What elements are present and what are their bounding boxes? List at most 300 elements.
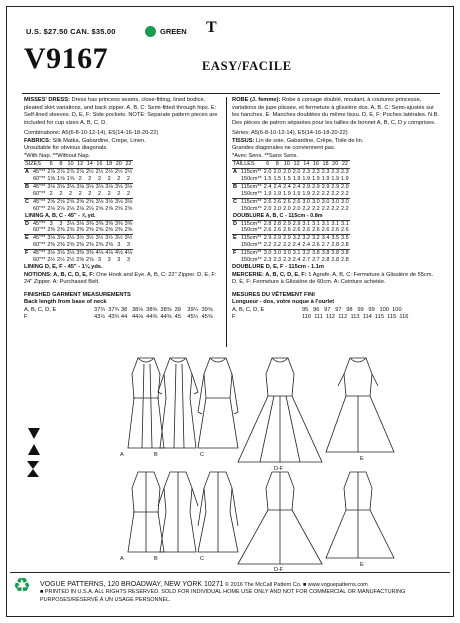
view-letter: C: [24, 198, 32, 205]
header-rule: [22, 93, 440, 94]
size-header: 8: [272, 161, 282, 169]
view-letter: D: [24, 220, 32, 227]
view-letter: [24, 242, 32, 249]
price: U.S. $27.50 CAN. $35.00: [26, 27, 116, 36]
yardage-cell: 3⅛: [47, 183, 56, 190]
view-letter: A: [24, 169, 32, 176]
yardage-cell: 1.9: [292, 190, 301, 197]
yardage-cell: 3.5: [341, 235, 349, 242]
fabric-width: 115cm**: [241, 183, 262, 190]
fabric-width: 115cm**: [241, 198, 262, 205]
yardage-cell: 2⅝: [57, 198, 65, 205]
yardage-cell: 1⅝: [66, 175, 75, 182]
yardage-table-fr: [232, 160, 350, 264]
yardage-cell: 2.4: [302, 242, 311, 249]
yardage-cell: 2.0: [283, 169, 291, 176]
view-letter: F: [24, 250, 32, 257]
yardage-cell: 2.2: [331, 190, 340, 197]
yardage-cell: 3.8: [312, 250, 320, 257]
yardage-cell: 3.4: [321, 235, 330, 242]
description-en: MISSES' DRESS: Dress has princess seams, close-fitting, lined bodice, pleated skirt variations, and back zipper. A, B, C: Semi-fitted through hips. E: Self-lined sleeves. D, E, F: Side pockets. NOTE: Separate pattern pieces are included for cup sizes A, B, C, D.: [24, 97, 218, 126]
yardage-cell: 3⅜: [105, 220, 113, 227]
technical-sketches: [60, 352, 445, 572]
yardage-cell: 2.9: [273, 235, 282, 242]
description-fr: ROBE (J. femme): Robe à corsage doublé, moulant, à coutures princesse, variations de jupe plissée, et fermeture à glissière dos. A, B, C: Semi-ajustés sur les hanches. E: Manches doublées du même tissu. D, E, F: Poches latérales. N.B. Des pièces de patron séparées pour les tailles de bonnet A, B, C, D y comprises.: [232, 97, 440, 126]
yardage-cell: 2.6: [263, 198, 272, 205]
yardage-cell: 2: [97, 175, 101, 182]
recycle-icon: ♻: [13, 575, 31, 597]
yardage-cell: 3½: [76, 235, 84, 242]
yardage-cell: 2.9: [341, 183, 349, 190]
combinations-fr: Séries: A5(6-8-10-12-14), E5(14-16-18-20-22): [232, 130, 348, 137]
fabrics-en: FABRICS: Silk Matka, Gabardine, Crepe, Linen.: [24, 137, 146, 144]
yardage-cell: 3: [56, 220, 66, 227]
yardage-cell: 1.9: [302, 175, 311, 182]
yardage-cell: 2½: [105, 169, 113, 176]
yardage-cell: 2⅜: [114, 227, 123, 234]
view-letter: [24, 206, 32, 213]
yardage-cell: 3.1: [331, 220, 340, 227]
length-row: [24, 307, 221, 315]
yardage-cell: 2.9: [331, 183, 340, 190]
fabrics-fr: TISSUS: Lin de soie, Gabardine, Crêpe, Toile de lin.: [232, 137, 364, 144]
lining-def-fr: DOUBLURE D, E, F - 115cm - 1.1m: [232, 264, 324, 271]
notions-en: NOTIONS: A, B, C, D, E, F: One Hook and Eye. A, B, C: 22" Zipper. D, E, F: 24" Zipper. A: Purchased Belt.: [24, 271, 217, 286]
yardage-cell: 2: [59, 190, 63, 197]
nap-fr: *Avec Sens. **Sans Sens.: [232, 152, 298, 159]
yardage-cell: 3⅛: [114, 198, 123, 205]
yardage-cell: 3: [126, 257, 130, 264]
yardage-cell: 2: [88, 190, 92, 197]
yardage-cell: 3⅛: [85, 183, 94, 190]
yardage-cell: 3⅛: [66, 220, 75, 227]
sketch-label: C: [200, 452, 204, 458]
yardage-cell: 2⅜: [85, 242, 94, 249]
yardage-cell: 3: [107, 257, 111, 264]
yardage-cell: 3½: [85, 235, 94, 242]
yardage-cell: 2⅜: [95, 227, 104, 234]
yardage-cell: 2⅞: [76, 169, 84, 176]
yardage-cell: 2⅜: [57, 242, 65, 249]
finished-title-fr: MESURES DU VÊTEMENT FINI: [232, 291, 315, 298]
length-row: [232, 307, 440, 315]
sketch-label: B: [154, 452, 158, 458]
yardage-cell: 1⅝: [57, 175, 65, 182]
yardage-cell: 1.9: [321, 175, 330, 182]
yardage-cell: 2: [78, 175, 82, 182]
yardage-cell: 4⅛: [114, 250, 123, 257]
yardage-cell: 2.6: [312, 227, 320, 234]
fabric-width: 60"**: [33, 175, 46, 182]
view-letter: [24, 227, 32, 234]
yardage-cell: 3.1: [292, 250, 301, 257]
yardage-cell: 3.0: [341, 198, 349, 205]
yardage-cell: 2⅝: [66, 198, 75, 205]
yardage-cell: 2.3: [302, 169, 311, 176]
sketch-c-front: [198, 358, 238, 448]
yardage-cell: 2⅝: [114, 205, 123, 212]
fabric-width: 60"**: [33, 190, 46, 197]
yardage-cell: 1.9: [331, 175, 340, 182]
yardage-cell: 2: [49, 190, 53, 197]
view-letter: B: [232, 183, 240, 190]
yardage-cell: 2⅜: [105, 227, 113, 234]
yardage-cell: 2.8: [321, 257, 330, 264]
yardage-cell: 4⅛: [124, 250, 133, 257]
yardage-cell: 3⅛: [124, 198, 133, 205]
yardage-cell: 2.9: [292, 220, 301, 227]
fabric-width: 150cm**: [241, 242, 262, 249]
view-letter: [24, 257, 32, 264]
size-header: 12: [293, 161, 300, 168]
yardage-cell: 2.8: [331, 242, 340, 249]
yardage-cell: 3⅛: [57, 183, 65, 190]
length-values: 37¾ 37¾ 38 38⅛ 38⅜ 38⅜ 39 39¼ 39⅝: [94, 306, 213, 313]
yardage-cell: 2⅞: [66, 169, 75, 176]
yardage-cell: 2⅜: [57, 227, 65, 234]
fabric-width: 45"**: [33, 250, 46, 257]
yardage-cell: 2.2: [341, 190, 349, 197]
yardage-cell: 2½: [114, 169, 123, 176]
yardage-cell: 3.0: [263, 250, 272, 257]
yardage-cell: 3.0: [312, 198, 320, 205]
yardage-cell: 2⅜: [124, 227, 133, 234]
yardage-cell: 2.9: [321, 183, 330, 190]
yardage-cell: 3.0: [321, 198, 330, 205]
yardage-cell: 2.6: [321, 227, 330, 234]
yardage-cell: 2½: [95, 169, 104, 176]
yardage-cell: 2⅛: [85, 205, 94, 212]
yardage-cell: 2⅞: [57, 169, 65, 176]
yardage-cell: 2.4: [292, 257, 301, 264]
yardage-cell: 2⅝: [76, 198, 84, 205]
yardage-cell: 2.2: [331, 205, 340, 212]
fabric-width: 60"**: [33, 242, 46, 249]
length-values: 95 96 97 97 98 99 99 100 100: [302, 306, 402, 313]
yardage-cell: 2⅝: [76, 257, 84, 264]
view-letter: [232, 257, 240, 264]
yardage-cell: 2.4: [283, 183, 291, 190]
yardage-cell: 2⅜: [47, 227, 56, 234]
yardage-cell: 3⅛: [114, 183, 123, 190]
fabric-width: 45"**: [33, 235, 46, 242]
yardage-cell: 2.2: [321, 205, 330, 212]
yardage-cell: 2.6: [273, 198, 282, 205]
yardage-cell: 1.5: [273, 175, 282, 182]
size-header: 10: [67, 161, 74, 168]
yardage-cell: 2.6: [283, 198, 291, 205]
yardage-cell: 2.0: [292, 205, 301, 212]
yardage-cell: 1.5: [283, 175, 291, 182]
yardage-cell: 2⅜: [105, 242, 113, 249]
size-header: 20: [332, 161, 339, 168]
color-label: GREEN: [160, 27, 187, 36]
fabric-width: 150cm**: [241, 257, 262, 264]
view-letter: [24, 191, 32, 198]
yardage-cell: 1⅝: [47, 175, 56, 182]
combinations-en: Combinations: A5(6-8-10-12-14), E5(14-16-18-20-22): [24, 130, 159, 137]
yardage-cell: 2: [107, 175, 111, 182]
yardage-cell: 2⅝: [85, 198, 94, 205]
yardage-cell: 2.3: [283, 257, 291, 264]
fabric-width: 45"**: [33, 198, 46, 205]
size-header: 16: [96, 161, 103, 168]
size-header: 22: [341, 161, 348, 168]
view-letter: A: [232, 169, 240, 176]
yardage-cell: 4⅛: [95, 250, 104, 257]
yardage-cell: 2½: [57, 257, 65, 264]
yardage-cell: 3⅛: [76, 220, 84, 227]
yardage-cell: 1.5: [263, 175, 272, 182]
length-rows-fr: [232, 307, 440, 322]
yardage-cell: 2⅜: [76, 227, 84, 234]
size-header: 18: [322, 161, 329, 168]
sketch-label: D-F: [274, 466, 284, 472]
fabric-width: 45"**: [33, 220, 46, 227]
view-letter: C: [232, 198, 240, 205]
yardage-cell: 3⅛: [76, 183, 84, 190]
yardage-cell: 2.0: [273, 169, 282, 176]
yardage-cell: 3⅛: [47, 250, 56, 257]
yardage-cell: 2.3: [273, 257, 282, 264]
sketch-label: E: [360, 562, 364, 568]
yardage-cell: 3½: [124, 235, 133, 242]
yardage-cell: 2⅜: [66, 227, 75, 234]
yardage-cell: 2⅞: [47, 169, 56, 176]
length-values: 110 111 112 112 113 114 115 115 116: [302, 314, 409, 321]
yardage-cell: 2½: [47, 257, 56, 264]
length-rows-en: [24, 307, 221, 322]
yardage-cell: 2.6: [292, 227, 301, 234]
yardage-cell: 2⅝: [85, 257, 94, 264]
view-letter: [232, 206, 240, 213]
yardage-cell: 1.9: [341, 175, 349, 182]
sizes-label: SIZES: [24, 161, 46, 169]
yardage-cell: 3⅜: [85, 220, 94, 227]
copyright: © 2016 The McCall Pattern Co. ■ www.voguepatterns.com: [225, 582, 368, 588]
yardage-cell: 2.3: [312, 169, 320, 176]
yardage-cell: 2.3: [263, 257, 272, 264]
nap-en: *With Nap. **Without Nap.: [24, 152, 91, 159]
size-header: 18: [106, 161, 113, 168]
yardage-cell: 2.9: [302, 183, 311, 190]
size-header: 20: [115, 161, 122, 168]
sketch-label: D-F: [274, 567, 284, 572]
yardage-cell: 2.8: [263, 220, 272, 227]
yardage-cell: 3.1: [321, 220, 330, 227]
yardage-cell: 2½: [66, 257, 75, 264]
yardage-cell: 2.2: [263, 242, 272, 249]
yardage-cell: 2.8: [341, 257, 349, 264]
yardage-cell: 3.2: [292, 235, 301, 242]
easy-label: EASY/FACILE: [202, 59, 292, 73]
color-dot: [145, 26, 156, 37]
yardage-cell: 2.7: [312, 257, 320, 264]
sketch-label: A: [120, 556, 124, 562]
yardage-cell: 3: [117, 242, 121, 249]
view-letter: [232, 242, 240, 249]
yardage-cell: 3.2: [302, 235, 311, 242]
yardage-cell: 2: [97, 190, 101, 197]
yardage-cell: 3⅜: [76, 250, 84, 257]
yardage-cell: 2⅜: [85, 227, 94, 234]
footer: [16, 580, 446, 604]
sizes-label: TAILLES: [232, 161, 263, 169]
hourglass-mark: [26, 461, 40, 477]
fabric-width: 150cm**: [241, 205, 262, 212]
length-label: A, B, C, D, E: [232, 306, 265, 313]
yardage-cell: 2.6: [312, 242, 320, 249]
yardage-cell: 1.9: [312, 175, 320, 182]
fabric-width: 150cm**: [241, 175, 262, 182]
size-header: 10: [283, 161, 290, 168]
fabric-width: 115cm**: [241, 235, 262, 242]
yardage-cell: 2.6: [273, 227, 282, 234]
size-header: 22: [125, 161, 132, 168]
publisher: VOGUE PATTERNS, 120 BROADWAY, NEW YORK 10271: [40, 581, 224, 588]
fabric-width: 115cm**: [241, 220, 262, 227]
yardage-cell: 2.2: [302, 205, 311, 212]
yardage-cell: 2.4: [263, 183, 272, 190]
fabric-width: 60"**: [33, 257, 46, 264]
yardage-cell: 2: [126, 175, 130, 182]
yardage-cell: 2⅛: [66, 205, 75, 212]
yardage-cell: 3.1: [312, 220, 320, 227]
yardage-cell: 2: [117, 190, 121, 197]
size-header: 14: [303, 161, 310, 168]
triangle-up-mark: [28, 444, 40, 455]
sketch-b-front: [160, 358, 196, 448]
length-row: [24, 314, 221, 322]
unsuitable-en: Unsuitable for obvious diagonals.: [24, 145, 108, 152]
yardage-cell: 3.8: [321, 250, 330, 257]
yardage-cell: 2.6: [341, 227, 349, 234]
yardage-cell: 3⅛: [105, 183, 113, 190]
yardage-cell: 2.4: [292, 183, 301, 190]
fabric-width: 150cm**: [241, 190, 262, 197]
yardage-cell: 2: [126, 190, 130, 197]
fabric-width: 60"**: [33, 227, 46, 234]
yardage-cell: 2.7: [302, 257, 311, 264]
sketch-label: B: [154, 556, 158, 562]
yardage-cell: 3: [97, 257, 101, 264]
yardage-cell: 3⅜: [85, 250, 94, 257]
yardage-cell: 2.3: [341, 169, 349, 176]
yardage-cell: 3.0: [273, 250, 282, 257]
yardage-cell: 2.4: [273, 183, 282, 190]
yardage-cell: 2.3: [321, 169, 330, 176]
yardage-cell: 3½: [105, 235, 113, 242]
unsuitable-fr: Grandes diagonales ne conviennent pas.: [232, 145, 336, 152]
lining-row: LINING A, B, C - 45" - ⅞ yd.: [25, 212, 96, 219]
yardage-cell: 3½: [95, 235, 104, 242]
yardage-cell: 2.8: [273, 220, 282, 227]
back-length-fr: Longueur - dos, votre nuque à l'ourlet: [232, 299, 335, 306]
sketch-label: C: [200, 556, 204, 562]
yardage-cell: 2.4: [292, 242, 301, 249]
yardage-cell: 1.9: [302, 190, 311, 197]
yardage-cell: 2: [107, 190, 111, 197]
notions-fr: MERCERIE: A, B, C, D, E, F: 1 Agrafe. A, B, C: Fermeture à Glissière de 55cm. D, E, F: Fermeture à Glissière de 60cm. A: Ceinture achetée.: [232, 271, 434, 286]
yardage-cell: 3⅜: [124, 220, 133, 227]
yardage-cell: 3.2: [312, 235, 320, 242]
size-header: 12: [77, 161, 84, 168]
sketch-label: A: [120, 452, 124, 458]
french-column: [232, 97, 440, 322]
back-length-en: Back length from base of neck: [24, 299, 107, 306]
length-row: [232, 314, 440, 322]
length-label: F: [232, 314, 236, 321]
yardage-cell: 1.9: [283, 190, 291, 197]
yardage-cell: 2.0: [283, 205, 291, 212]
length-values: 43½ 43¾ 44 44⅛ 44⅜ 44⅝ 45 45¼ 45⅝: [94, 314, 213, 321]
view-letter: E: [232, 235, 240, 242]
yardage-cell: 2.2: [341, 205, 349, 212]
yardage-cell: 2.6: [331, 227, 340, 234]
yardage-cell: 2.2: [273, 242, 282, 249]
yardage-cell: 2½: [124, 169, 133, 176]
yardage-cell: 2⅝: [47, 198, 56, 205]
yardage-cell: 2½: [85, 169, 94, 176]
yardage-cell: 2.2: [321, 190, 330, 197]
yardage-cell: 2⅛: [76, 205, 84, 212]
yardage-cell: 2: [78, 190, 82, 197]
yardage-cell: 2.6: [263, 227, 272, 234]
view-letter: F: [232, 250, 240, 257]
size-header: 8: [56, 161, 66, 169]
yardage-cell: 3⅛: [95, 183, 104, 190]
yardage-cell: 3: [126, 242, 130, 249]
yardage-cell: 2.6: [302, 227, 311, 234]
view-letter: [232, 227, 240, 234]
view-letter: B: [24, 183, 32, 190]
yardage-cell: 3⅛: [66, 250, 75, 257]
yardage-cell: 3.1: [341, 220, 349, 227]
yardage-cell: 2.0: [263, 205, 272, 212]
yardage-cell: 1.9: [263, 190, 272, 197]
yardage-cell: 2.0: [292, 169, 301, 176]
yardage-cell: 2.0: [263, 169, 272, 176]
yardage-cell: 2.6: [283, 227, 291, 234]
yardage-cell: 4⅛: [105, 250, 113, 257]
yardage-cell: 2.9: [263, 235, 272, 242]
yardage-cell: 2⅜: [95, 242, 104, 249]
yardage-cell: 2⅝: [95, 205, 104, 212]
yardage-cell: 3.0: [331, 198, 340, 205]
yardage-cell: 2⅜: [47, 242, 56, 249]
yardage-cell: 3: [117, 257, 121, 264]
yardage-cell: 2.7: [321, 242, 330, 249]
yardage-cell: 2.2: [283, 242, 291, 249]
view-letter: E: [24, 235, 32, 242]
size-header: 14: [86, 161, 93, 168]
yardage-cell: 2.0: [273, 205, 282, 212]
yardage-cell: 3.5: [331, 235, 340, 242]
printer-marks: [26, 428, 41, 477]
yardage-table-en: [24, 160, 133, 264]
length-label: A, B, C, D, E: [24, 306, 57, 313]
yardage-cell: 2: [117, 175, 121, 182]
fabric-width: 60"**: [33, 205, 46, 212]
fabric-width: 115cm**: [241, 250, 262, 257]
yardage-cell: 2.2: [312, 205, 320, 212]
yardage-cell: 3⅛: [57, 235, 65, 242]
length-label: F: [24, 314, 28, 321]
pattern-number: V9167: [24, 42, 109, 75]
size-header: 6: [263, 161, 273, 169]
sketch-e-front: [326, 358, 394, 452]
yardage-cell: 2⅜: [66, 242, 75, 249]
